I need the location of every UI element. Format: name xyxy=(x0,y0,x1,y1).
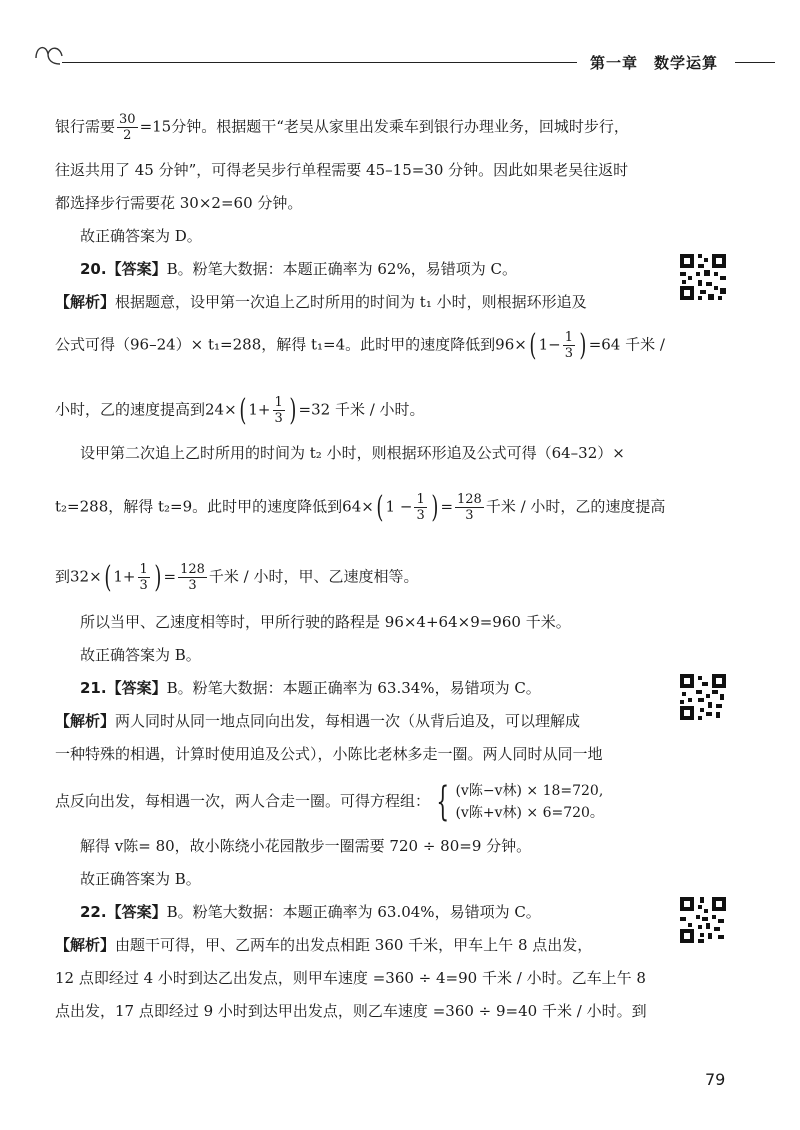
text-line: 故正确答案为 B。 xyxy=(80,870,201,888)
page-header xyxy=(0,0,800,90)
header-rule-right xyxy=(735,62,775,63)
header-rule xyxy=(62,62,577,63)
qr-code-icon[interactable] xyxy=(678,672,728,722)
text-line: 故正确答案为 D。 xyxy=(80,227,202,245)
text-line: 往返共用了 45 分钟”，可得老吴步行单程需要 45–15=30 分钟。因此如果老吴往返时 xyxy=(55,161,629,179)
text-line: 都选择步行需要花 30×2=60 分钟。 xyxy=(55,194,303,212)
qr-code-icon[interactable] xyxy=(678,895,728,945)
chapter-title: 第一章 数学运算 xyxy=(590,54,719,72)
fraction: $\frac{128}{3}$ xyxy=(180,562,205,593)
answer-line-21: 21.【答案】B。粉笔大数据：本题正确率为 63.34%，易错项为 C。 xyxy=(80,679,541,697)
equation-system: (v陈−v林) × 18=720, (v陈+v林) × 6=720。 xyxy=(455,783,604,821)
text-line: 故正确答案为 B。 xyxy=(80,646,201,664)
text-line: 银行需要 $\frac{30}{2}$ =15分钟。根据题干“老吴从家里出发乘车到银行办理业务，回城时步行， xyxy=(55,112,629,143)
analysis-line: 【解析】两人同时从同一地点同向出发，每相遇一次（从背后追及，可以理解成 xyxy=(55,712,581,730)
text-line: 小时，乙的速度提高到24×( 1+ $\frac{1}{3}$ ) =32 千米 / 小时。 xyxy=(55,392,425,428)
leaf-ornament-icon xyxy=(32,38,66,68)
text-line: 点出发，17 点即经过 9 小时到达甲出发点，则乙车速度 =360 ÷ 9=40 千米 / 小时。到 xyxy=(55,1002,647,1020)
text-line: 12 点即经过 4 小时到达乙出发点，则甲车速度 =360 ÷ 4=90 千米 / 小时。乙车上午 8 xyxy=(55,969,646,987)
analysis-line: 【解析】由题干可得，甲、乙两车的出发点相距 360 千米，甲车上午 8 点出发， xyxy=(55,936,593,954)
qr-code-icon[interactable] xyxy=(678,252,728,302)
fraction: $\frac{128}{3}$ xyxy=(457,492,482,523)
text-line: 点反向出发，每相遇一次，两人合走一圈。可得方程组： { (v陈−v林) × 18=720, (v陈+v林) × 6=720。 xyxy=(55,779,604,825)
fraction: $\frac{1}{3}$ xyxy=(139,562,148,593)
text-line: 所以当甲、乙速度相等时，甲所行驶的路程是 96×4+64×9=960 千米。 xyxy=(80,613,571,631)
text-line: 设甲第二次追上乙时所用的时间为 t₂ 小时，则根据环形追及公式可得（64–32）× xyxy=(80,444,625,462)
page-number: 79 xyxy=(705,1070,726,1089)
text-line: 解得 v陈= 80，故小陈绕小花园散步一圈需要 720 ÷ 80=9 分钟。 xyxy=(80,837,532,855)
fraction: $\frac{1}{3}$ xyxy=(416,492,425,523)
answer-line-20: 20.【答案】B。粉笔大数据：本题正确率为 62%，易错项为 C。 xyxy=(80,260,517,278)
fraction: $\frac{1}{3}$ xyxy=(274,395,283,426)
text-line: 到32×( 1+ $\frac{1}{3}$ ) = $\frac{128}{3}$ 千米 / 小时，甲、乙速度相等。 xyxy=(55,559,419,595)
text-line: 公式可得（96–24）× t₁=288，解得 t₁=4。此时甲的速度降低到96×( 1− $\frac{1}{3}$ ) =64 千米 / xyxy=(55,327,665,363)
fraction: $\frac{30}{2}$ xyxy=(119,112,136,143)
fraction: $\frac{1}{3}$ xyxy=(564,330,573,361)
analysis-line: 【解析】根据题意，设甲第一次追上乙时所用的时间为 t₁ 小时，则根据环形追及 xyxy=(55,293,587,311)
text-line: t₂=288，解得 t₂=9。此时甲的速度降低到64×( 1 − $\frac{1}{3}$ ) = $\frac{128}{3}$ 千米 / 小时，乙的速度提高 xyxy=(55,489,666,525)
text-line: 一种特殊的相遇，计算时使用追及公式），小陈比老林多走一圈。两人同时从同一地 xyxy=(55,745,603,763)
answer-line-22: 22.【答案】B。粉笔大数据：本题正确率为 63.04%，易错项为 C。 xyxy=(80,903,541,921)
